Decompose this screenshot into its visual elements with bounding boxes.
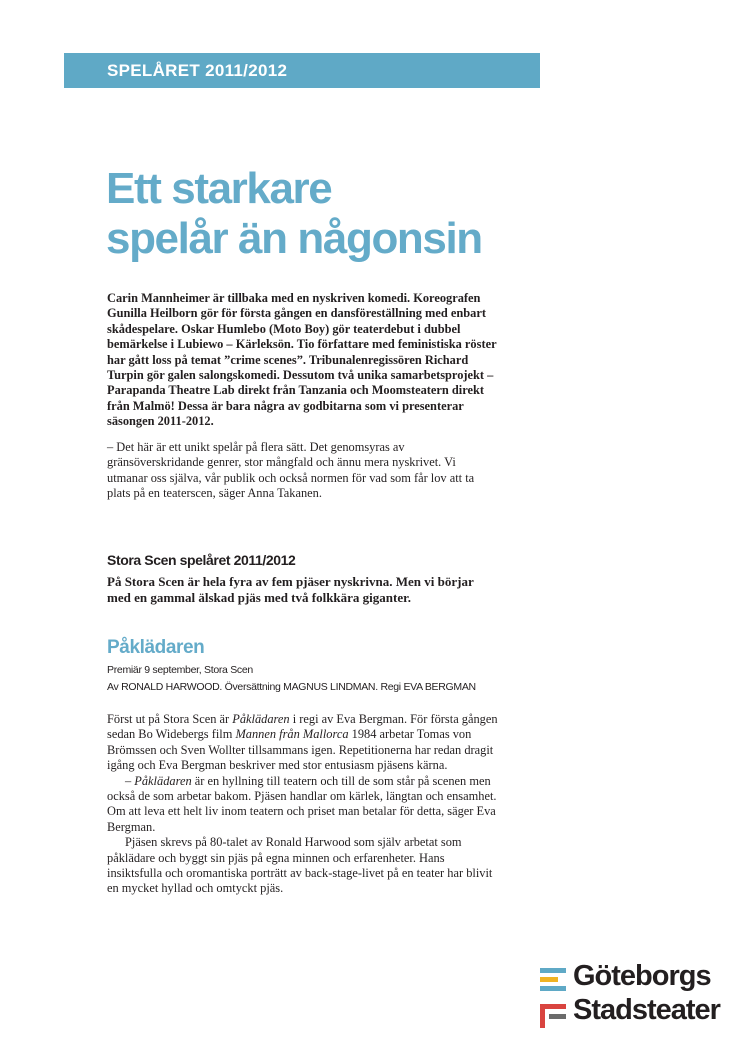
logo-word-stadsteater: Stadsteater <box>573 994 720 1026</box>
stora-scen-heading: Stora Scen spelåret 2011/2012 <box>107 552 296 568</box>
text-run: är en hyllning till teatern och till de som står på scenen men också de som arbetar bakom. Pjäsen handlar om kärlek, längtan och ensamhet. Om att leva ett helt liv inom teatern och priset man betalar för detta, säger Eva Bergman. <box>107 773 497 834</box>
headline-line-2: spelår än någonsin <box>106 214 482 263</box>
play-credits: Av RONALD HARWOOD. Översättning MAGNUS LINDMAN. Regi EVA BERGMAN <box>107 681 476 693</box>
logo-stripe-red <box>540 1004 566 1009</box>
headline <box>106 164 482 264</box>
text-run: i regi av Eva Bergman. För första gången sedan Bo Widebergs film <box>107 712 498 742</box>
italic-title: Påklädaren <box>232 712 290 726</box>
logo-stripe-blue <box>540 968 566 973</box>
text-run: 1984 arbetar Tomas von Brömssen och Sven Wollter tillsammans igen. Repetitionerna har redan dragit igång och Eva Bergman beskriver med stor entusiasm pjäsens kärna. <box>107 727 494 773</box>
logo-mark-icon <box>537 960 567 1032</box>
lead-paragraph: Carin Mannheimer är tillbaka med en nyskriven komedi. Koreografen Gunilla Heilborn gör för första gången en dansföreställning med enbart skådespelare. Oskar Humlebo (Moto Boy) gör teaterdebut i dubbel bemärkelse i Lubiewo – Kärleksön. Tio författare med feministiska röster har gått loss på temat ”crime scenes”. Tribunalenregissören Richard Turpin gör galen salongskomedi. Dessutom två unika samarbetsprojekt – Parapanda Theatre Lab direkt från Tanzania och Moomsteatern direkt från Malmö! Dessa är bara några av godbitarna som vi presenterar säsongen 2011-2012. <box>107 291 497 429</box>
section-banner: SPELÅRET 2011/2012 <box>64 53 540 88</box>
stora-scen-intro: På Stora Scen är hela fyra av fem pjäser nyskrivna. Men vi börjar med en gammal älskad pjäs med två folkkära giganter. <box>107 574 474 605</box>
quote-paragraph: – Det här är ett unikt spelår på flera sätt. Det genomsyras av gränsöverskridande genrer, stor mångfald och ännu mera nyskrivet. Vi utmanar oss själva, vår publik och också normen för vad som får lov att ta plats på en teaterscen, säger Anna Takanen. <box>107 440 475 501</box>
body-paragraph-1 <box>107 712 499 774</box>
headline-line-1: Ett starkare <box>106 164 332 213</box>
body-paragraph-3: Pjäsen skrevs på 80-talet av Ronald Harwood som själv arbetat som påklädare och byggt sin pjäs på egna minnen och erfarenheter. Hans insiktsfulla och oromantiska porträtt av back-stage-livet på en teater har blivit en mycket hyllad och omtyckt pjäs. <box>107 835 493 896</box>
play-body <box>107 712 499 897</box>
logo-stripe-yellow <box>540 977 558 982</box>
text-run: Först ut på Stora Scen är <box>107 712 233 726</box>
play-title: Påklädaren <box>107 637 205 658</box>
logo-word-goteborgs: Göteborgs <box>573 960 711 992</box>
body-paragraph-2 <box>107 774 499 836</box>
italic-title: Påklädaren <box>134 773 192 788</box>
logo-stripe-grey <box>549 1014 566 1019</box>
text-run: – <box>125 773 135 788</box>
logo-stripe-red-vertical <box>540 1009 545 1028</box>
logo-stripe-blue-2 <box>540 986 566 991</box>
gbg-stadsteater-logo <box>537 960 722 1032</box>
play-premiere: Premiär 9 september, Stora Scen <box>107 664 253 676</box>
italic-title: Mannen från Mallorca <box>235 727 349 742</box>
